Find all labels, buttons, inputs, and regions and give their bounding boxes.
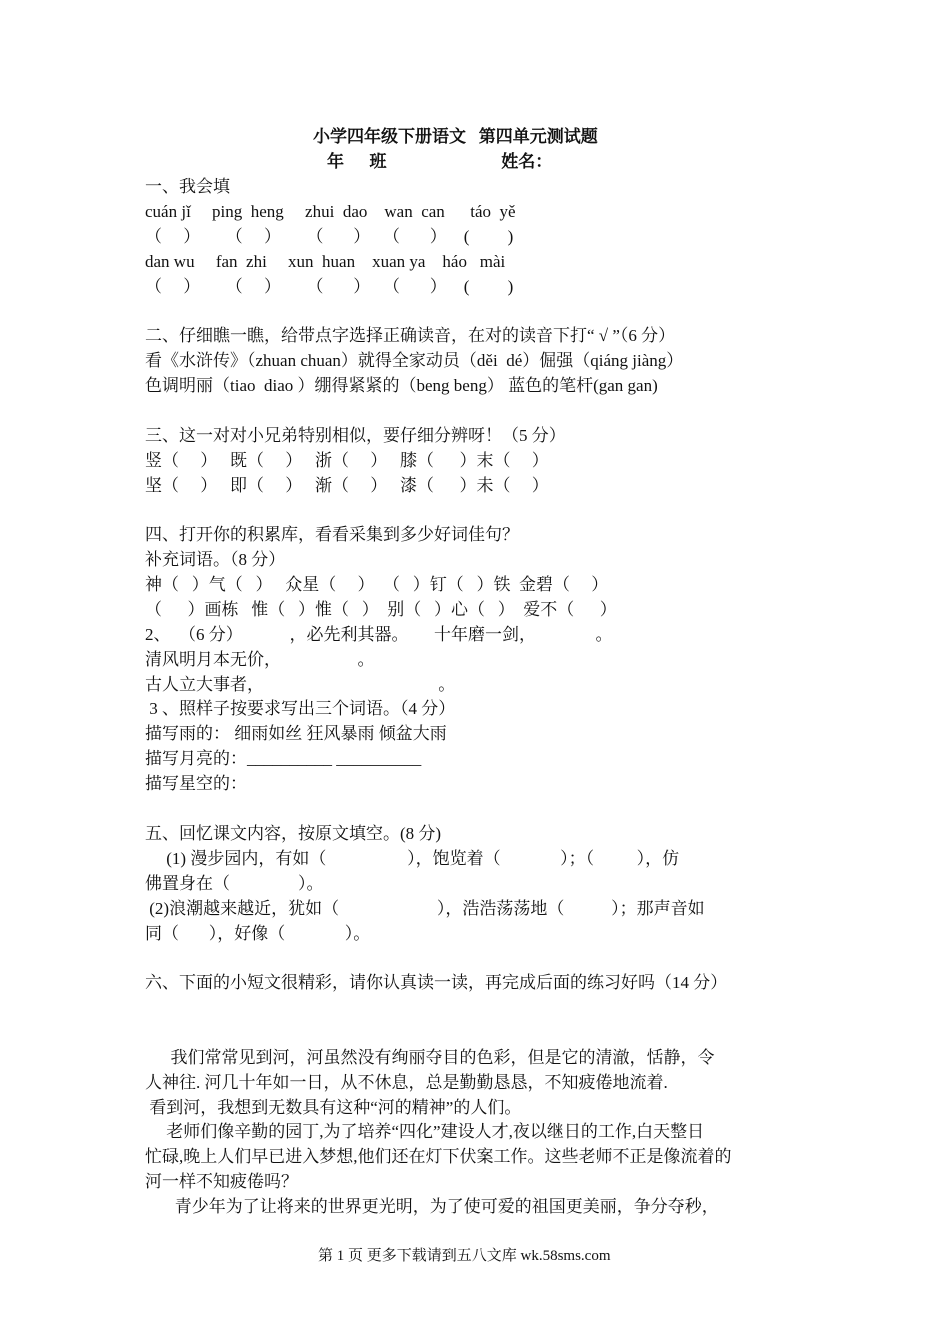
section4-line7: 描写星空的： bbox=[145, 774, 247, 793]
section3-heading: 三、这一对对小兄弟特别相似，要仔细分辨呀！（5 分） bbox=[145, 426, 566, 445]
section4-line3: 清风明月本无价， 。 bbox=[145, 650, 375, 669]
section5-line4: 同（ ），好像（ ）。 bbox=[145, 924, 371, 943]
section1-blanks-row1: （ ） （ ） （ ） （ ） ( ) bbox=[145, 227, 514, 246]
page-title: 小学四年级下册语文 第四单元测试题 bbox=[313, 127, 598, 146]
section4-line2: （ ）画栋 惟（ ）惟（ ） 别（ ）心（ ） 爱不（ ） bbox=[145, 600, 617, 619]
section4-heading: 四、打开你的积累库，看看采集到多少好词佳句？ bbox=[145, 525, 519, 544]
passage-line1: 我们常常见到河，河虽然没有绚丽夺目的色彩，但是它的清澈，恬静，令 bbox=[145, 1048, 715, 1067]
section4-line6: 描写月亮的：__________ __________ bbox=[145, 749, 422, 768]
class-name-line: 年 班 姓名： bbox=[327, 152, 553, 171]
section2-line1: 看《水浒传》（zhuan chuan）就得全家动员（děi dé）倔强（qiáng jiàng） bbox=[145, 351, 684, 370]
section3-line2: 坚（ ） 即（ ） 渐（ ） 漆（ ）未（ ） bbox=[145, 476, 549, 495]
section5-heading: 五、回忆课文内容，按原文填空。(8 分) bbox=[145, 824, 442, 843]
section4-line5: 描写雨的： 细雨如丝 狂风暴雨 倾盆大雨 bbox=[145, 724, 447, 743]
section4-line4: 古人立大事者， 。 bbox=[145, 675, 456, 694]
section5-line2: 佛置身在（ ）。 bbox=[145, 874, 324, 893]
section4-line1: 神（ ）气（ ） 众星（ ） （ ）钉（ ）铁 金碧（ ） bbox=[145, 575, 609, 594]
section2-heading: 二、仔细瞧一瞧，给带点字选择正确读音，在对的读音下打“ √ ”（6 分） bbox=[145, 326, 676, 345]
section3-line1: 竖（ ） 既（ ） 浙（ ） 膝（ ）末（ ） bbox=[145, 451, 549, 470]
passage-line2: 人神往. 河几十年如一日，从不休息，总是勤勤恳恳，不知疲倦地流着. bbox=[145, 1073, 668, 1092]
section2-line2: 色调明丽（tiao diao ）绷得紧紧的（beng beng） 蓝色的笔杆(gan gan) bbox=[145, 376, 658, 395]
page-footer: 第 1 页 更多下载请到五八文库 wk.58sms.com bbox=[318, 1248, 611, 1264]
section5-line3: (2)浪潮越来越近，犹如（ ），浩浩荡荡地（ ）；那声音如 bbox=[145, 899, 705, 918]
passage-line4: 老师们像辛勤的园丁,为了培养“四化”建设人才,夜以继日的工作,白天整日 bbox=[145, 1122, 705, 1141]
section1-blanks-row2: （ ） （ ） （ ） （ ） ( ) bbox=[145, 277, 514, 296]
passage-line5: 忙碌,晚上人们早已进入梦想,他们还在灯下伏案工作。这些老师不正是像流着的 bbox=[145, 1147, 732, 1166]
section1-heading: 一、我会填 bbox=[145, 177, 230, 196]
passage-line3: 看到河，我想到无数具有这种“河的精神”的人们。 bbox=[145, 1098, 522, 1117]
section6-heading: 六、下面的小短文很精彩，请你认真读一读，再完成后面的练习好吗（14 分） bbox=[145, 973, 728, 992]
section4-sub2: 2、 （6 分） ，必先利其器。 十年磨一剑， 。 bbox=[145, 625, 613, 644]
section4-sub3: 3 、照样子按要求写出三个词语。（4 分） bbox=[145, 699, 456, 718]
section4-sub1: 补充词语。（8 分） bbox=[145, 550, 286, 569]
section1-pinyin-row1: cuán jǐ ping heng zhui dao wan can táo yě bbox=[145, 202, 516, 221]
passage-line7: 青少年为了让将来的世界更光明，为了使可爱的祖国更美丽，争分夺秒， bbox=[145, 1197, 719, 1216]
section5-line1: (1) 漫步园内，有如（ ），饱览着（ ）；（ ），仿 bbox=[145, 849, 680, 868]
section1-pinyin-row2: dan wu fan zhi xun huan xuan ya háo mài bbox=[145, 252, 506, 271]
passage-line6: 河一样不知疲倦吗？ bbox=[145, 1172, 298, 1191]
